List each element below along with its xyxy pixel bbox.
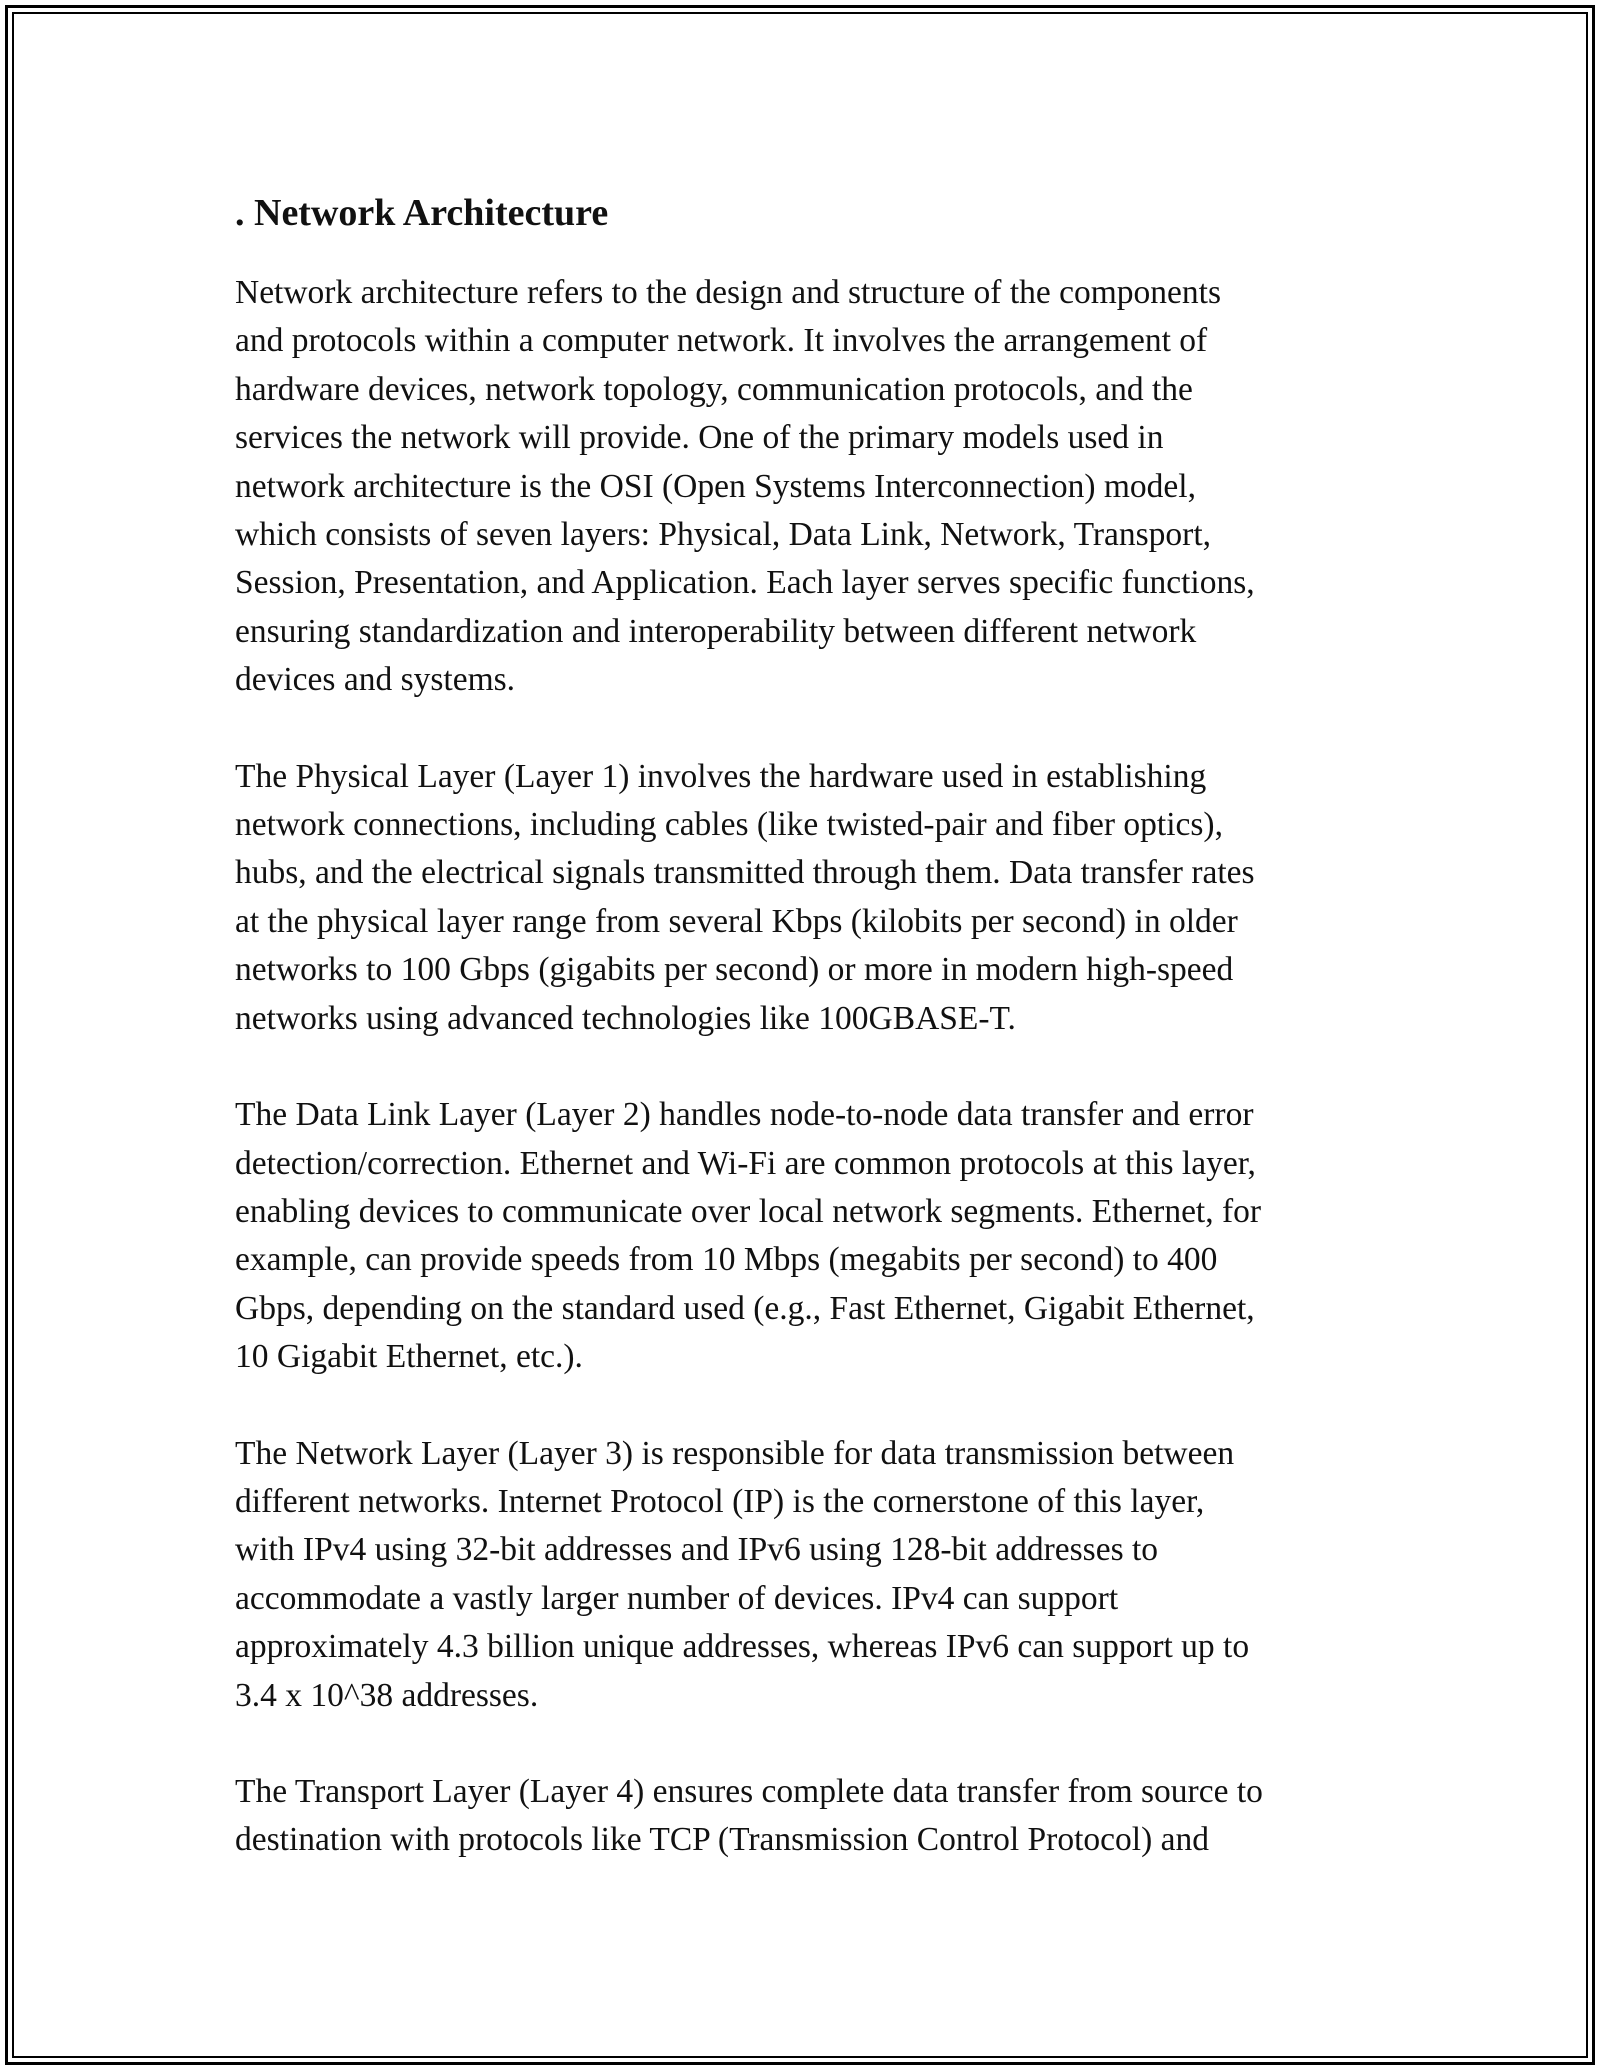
document-body <box>235 180 1375 1913</box>
paragraph-data-link-layer: The Data Link Layer (Layer 2) handles node-to-node data transfer and error detection/correction. Ethernet and Wi-Fi are common protocols at this layer, enabling devices to communicate over local network segments. Ethernet, for example, can provide speeds from 10 Mbps (megabits per second) to 400 Gbps, depending on the standard used (e.g., Fast Ethernet, Gigabit Ethernet, 10 Gigabit Ethernet, etc.). <box>235 1096 1262 1376</box>
paragraph-network-layer: The Network Layer (Layer 3) is responsible for data transmission between different networks. Internet Protocol (IP) is the cornerstone of this layer, with IPv4 using 32-bit addresses and IPv6 using 128-bit addresses to accommodate a vastly larger number of devices. IPv4 can support approximately 4.3 billion unique addresses, whereas IPv6 can support up to 3.4 x 10^38 addresses. <box>235 1434 1250 1714</box>
paragraph-network-architecture: Network architecture refers to the design and structure of the components and protocols within a computer network. It involves the arrangement of hardware devices, network topology, communication protocols, and the services the network will provide. One of the primary models used in network architecture is the OSI (Open Systems Interconnection) model, which consists of seven layers: Physical, Data Link, Network, Transport, Session, Presentation, and Application. Each layer serves specific functions, ensuring standardization and interoperability between different network devices and systems. <box>235 274 1255 699</box>
paragraph-physical-layer: The Physical Layer (Layer 1) involves the hardware used in establishing network connections, including cables (like twisted-pair and fiber optics), hubs, and the electrical signals transmitted through them. Data transfer rates at the physical layer range from several Kbps (kilobits per second) in older networks to 100 Gbps (gigabits per second) or more in modern high-speed networks using advanced technologies like 100GBASE-T. <box>235 757 1255 1037</box>
paragraph-transport-layer: The Transport Layer (Layer 4) ensures complete data transfer from source to destination with protocols like TCP (Transmission Control Protocol) and <box>235 1772 1263 1859</box>
section-title: . Network Architecture <box>235 192 609 234</box>
